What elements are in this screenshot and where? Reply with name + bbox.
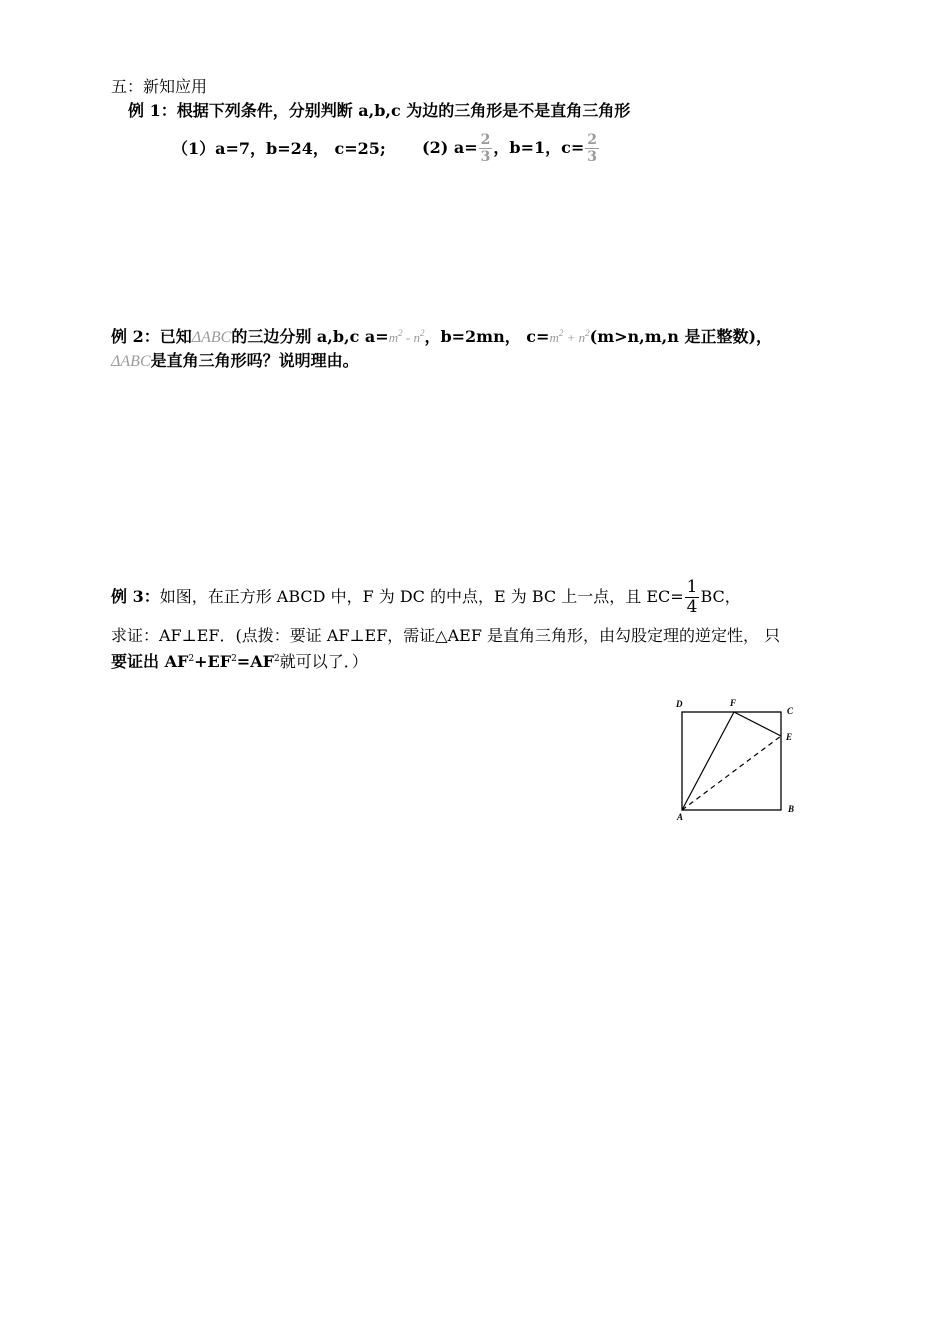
part-2-prefix: (2) a=	[422, 138, 478, 157]
example-1-part-2	[422, 128, 600, 168]
fraction-two-thirds-a: $\frac{2}{3}$	[480, 132, 491, 165]
example-2-line-1: 例 2：已知ΔABC的三边分别 a,b,c $a=m^2 - n^2$，b=2mn， $c=m^2 + n^2(m>n,m,n$ 是正整数)，	[111, 327, 773, 346]
example-3-line-3: 要证出 $AF^2+EF^2=AF^2$就可以了．）	[111, 652, 368, 671]
fraction-one-quarter: $\frac{1}{4}$	[686, 577, 698, 617]
segment-fe	[734, 712, 781, 736]
square-abcd	[682, 712, 781, 810]
example-2-label: 例 2：	[111, 327, 160, 346]
section-heading: 五：新知应用	[111, 77, 208, 96]
example-2-line-2: ΔABC是直角三角形吗？说明理由。	[111, 351, 359, 370]
triangle-abc: ΔABC	[191, 329, 232, 346]
part-2-middle: ，b=1，c=	[493, 138, 585, 157]
example-1-label: 例 1：	[128, 101, 177, 120]
example-3-line-1: 例 3：如图，在正方形 ABCD 中，F 为 DC 的中点，E 为 BC 上一点，且 EC= $\frac{1}{4}$ BC，	[111, 577, 741, 617]
label-b: B	[788, 804, 795, 814]
label-f: F	[730, 698, 737, 708]
expression-c: $m^2 + n^2$	[549, 328, 590, 345]
segment-af	[682, 712, 734, 810]
label-d: D	[676, 699, 683, 709]
fraction-two-thirds-c: $\frac{2}{3}$	[587, 132, 598, 165]
label-a: A	[677, 812, 684, 822]
label-e: E	[786, 732, 793, 742]
label-c: C	[787, 706, 794, 716]
example-3-label: 例 3：	[111, 587, 160, 606]
segment-ae-dashed	[682, 736, 781, 810]
example-1-part-1: （1）a=7，b=24， c=25;	[172, 139, 386, 158]
example-1-question	[128, 100, 630, 122]
triangle-abc: ΔABC	[111, 353, 151, 370]
example-3-line-2: 求证：AF⊥EF．(点拨：要证 AF⊥EF，需证△AEF 是直角三角形，由勾股定理的逆定性， 只	[111, 626, 781, 645]
square-figure	[670, 692, 810, 824]
expression-a: $m^2 - n^2$	[388, 328, 425, 345]
example-1-text: 根据下列条件，分别判断 a,b,c 为边的三角形是不是直角三角形	[176, 101, 631, 120]
